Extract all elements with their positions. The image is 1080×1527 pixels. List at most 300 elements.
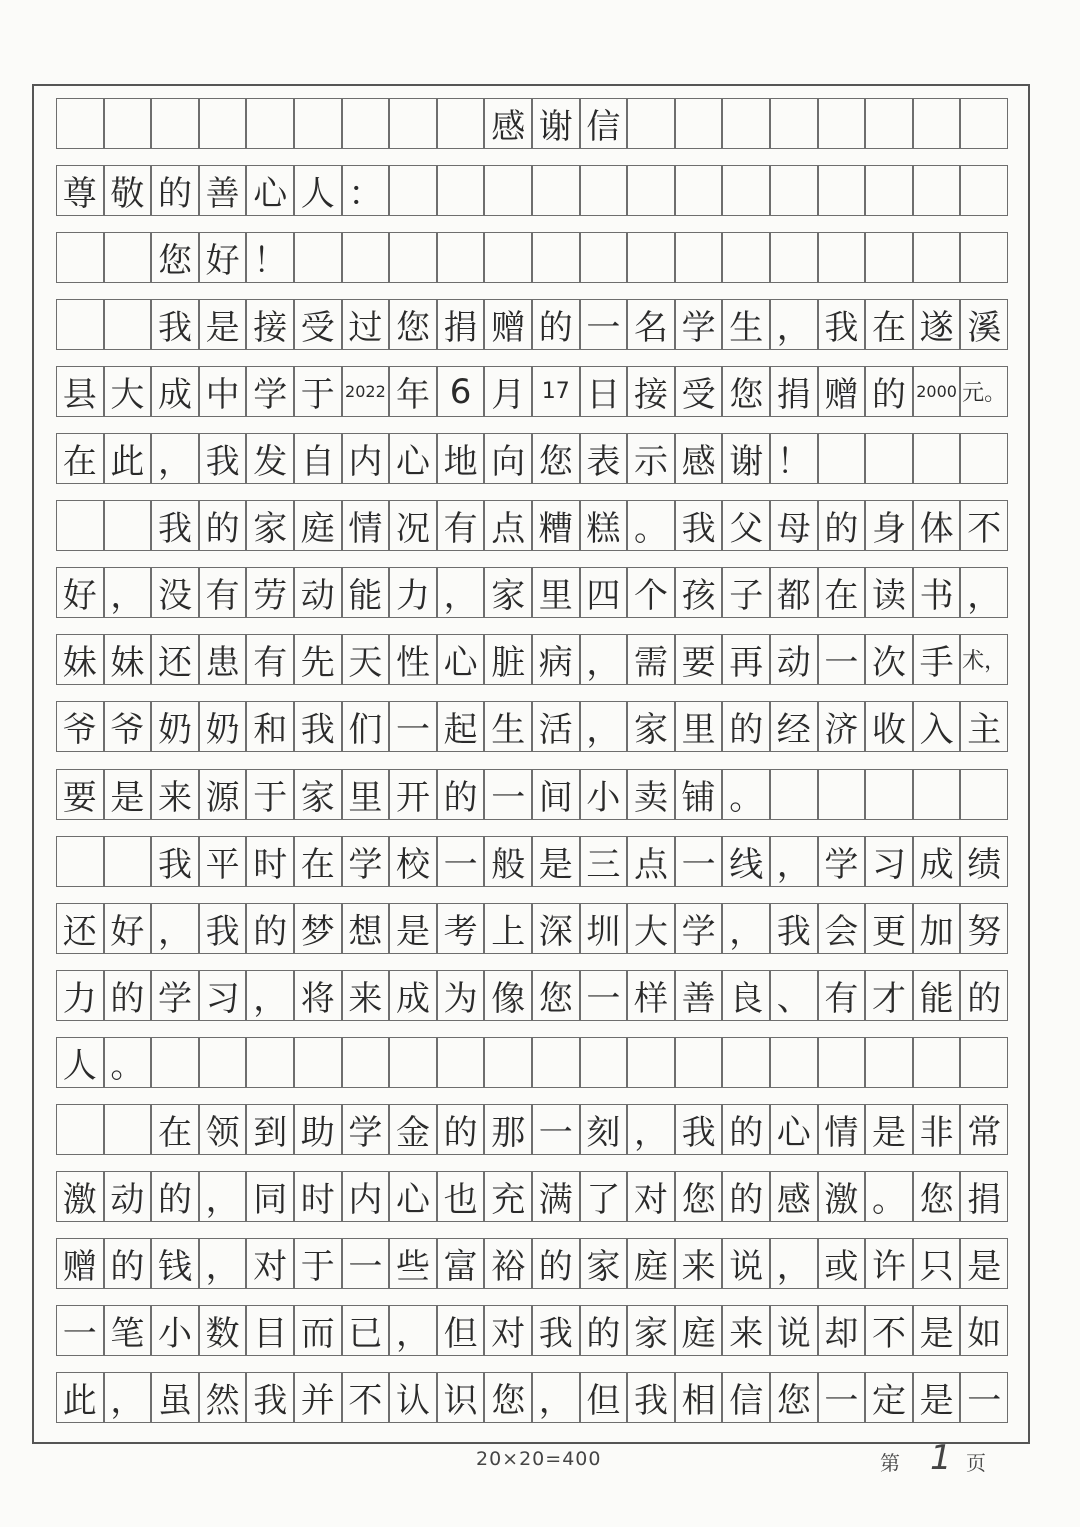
manuscript-grid: [56, 98, 1008, 1438]
grid-row: [56, 903, 1008, 954]
grid-cell: 个: [627, 567, 675, 618]
grid-cell: 刻: [580, 1104, 628, 1155]
grid-cell: 到: [246, 1104, 294, 1155]
grid-cell: 四: [580, 567, 628, 618]
grid-cell: [675, 98, 723, 149]
grid-cell: [104, 232, 152, 283]
grid-cell: [722, 165, 770, 216]
grid-cell: [818, 165, 866, 216]
grid-cell: 捐: [437, 299, 485, 350]
grid-cell: 示: [627, 433, 675, 484]
grid-cell: 心: [389, 433, 437, 484]
grid-cell: 良: [722, 970, 770, 1021]
grid-cell: 受: [675, 366, 723, 417]
grid-cell: 于: [294, 366, 342, 417]
grid-cell: 县: [56, 366, 104, 417]
grid-cell: ，: [104, 1372, 152, 1423]
grid-cell: [865, 433, 913, 484]
grid-cell: 受: [294, 299, 342, 350]
grid-cell: 母: [770, 500, 818, 551]
grid-cell: 助: [294, 1104, 342, 1155]
grid-cell: [960, 1037, 1008, 1088]
grid-cell: 。: [722, 769, 770, 820]
grid-cell: 钱: [151, 1238, 199, 1289]
grid-cell: 我: [199, 903, 247, 954]
grid-cell: 小: [151, 1305, 199, 1356]
grid-row: [56, 1104, 1008, 1155]
grid-cell: 起: [437, 701, 485, 752]
grid-cell: [913, 769, 961, 820]
grid-cell: [580, 1037, 628, 1088]
grid-cell: 成: [151, 366, 199, 417]
grid-cell: 习: [865, 836, 913, 887]
grid-cell: [913, 165, 961, 216]
grid-cell: 来: [675, 1238, 723, 1289]
grid-cell: 校: [389, 836, 437, 887]
grid-cell: ，: [532, 1372, 580, 1423]
grid-cell: 此: [104, 433, 152, 484]
grid-cell: 子: [722, 567, 770, 618]
grid-cell: 过: [342, 299, 390, 350]
grid-cell: 活: [532, 701, 580, 752]
grid-cell: 好: [56, 567, 104, 618]
grid-cell: 说: [722, 1238, 770, 1289]
grid-cell: 的: [580, 1305, 628, 1356]
grid-cell: 学: [675, 903, 723, 954]
grid-cell: 的: [722, 1104, 770, 1155]
grid-cell: 想: [342, 903, 390, 954]
grid-cell: 会: [818, 903, 866, 954]
grid-cell: 爷: [56, 701, 104, 752]
grid-cell: 的: [104, 1238, 152, 1289]
grid-cell: 学: [151, 970, 199, 1021]
grid-cell: 我: [770, 903, 818, 954]
grid-cell: [913, 1037, 961, 1088]
grid-cell: 天: [342, 634, 390, 685]
grid-cell: ，: [246, 970, 294, 1021]
grid-cell: 感: [484, 98, 532, 149]
grid-cell: ，: [580, 634, 628, 685]
grid-cell: 努: [960, 903, 1008, 954]
grid-cell: 那: [484, 1104, 532, 1155]
grid-row: [56, 1238, 1008, 1289]
grid-cell: 您: [675, 1171, 723, 1222]
grid-cell: 地: [437, 433, 485, 484]
grid-cell: 溪: [960, 299, 1008, 350]
grid-cell: [104, 1104, 152, 1155]
grid-cell: 如: [960, 1305, 1008, 1356]
grid-cell: [484, 1037, 532, 1088]
grid-cell: 一: [389, 701, 437, 752]
grid-cell: 日: [580, 366, 628, 417]
grid-cell: [722, 232, 770, 283]
grid-cell: 只: [913, 1238, 961, 1289]
grid-row: [56, 165, 1008, 216]
grid-cell: 父: [722, 500, 770, 551]
grid-cell: 再: [722, 634, 770, 685]
grid-cell: 内: [342, 433, 390, 484]
grid-cell: 目: [246, 1305, 294, 1356]
grid-row: [56, 1305, 1008, 1356]
grid-cell: [56, 1104, 104, 1155]
grid-cell: 的: [818, 500, 866, 551]
grid-cell: 手: [913, 634, 961, 685]
grid-cell: 心: [437, 634, 485, 685]
grid-cell: 学: [675, 299, 723, 350]
grid-cell: 况: [389, 500, 437, 551]
grid-cell: [770, 769, 818, 820]
grid-cell: [865, 232, 913, 283]
grid-cell: 有: [818, 970, 866, 1021]
grid-cell: 铺: [675, 769, 723, 820]
grid-cell: 是: [913, 1305, 961, 1356]
grid-cell: 内: [342, 1171, 390, 1222]
grid-cell: [294, 1037, 342, 1088]
grid-cell: 中: [199, 366, 247, 417]
grid-cell: [818, 769, 866, 820]
grid-cell: 卖: [627, 769, 675, 820]
grid-row: [56, 232, 1008, 283]
grid-cell: 为: [437, 970, 485, 1021]
grid-cell: [675, 165, 723, 216]
grid-cell: [960, 433, 1008, 484]
grid-cell: 患: [199, 634, 247, 685]
grid-cell: 接: [246, 299, 294, 350]
grid-cell: 来: [342, 970, 390, 1021]
grid-cell: 富: [437, 1238, 485, 1289]
grid-cell: 然: [199, 1372, 247, 1423]
grid-cell: 发: [246, 433, 294, 484]
grid-cell: 6: [437, 366, 485, 417]
grid-cell: 的: [437, 769, 485, 820]
grid-cell: 。: [627, 500, 675, 551]
grid-cell: ，: [104, 567, 152, 618]
grid-cell: [437, 165, 485, 216]
grid-cell: 大: [627, 903, 675, 954]
grid-cell: 好: [199, 232, 247, 283]
grid-cell: 您: [389, 299, 437, 350]
grid-cell: 像: [484, 970, 532, 1021]
grid-cell: [56, 232, 104, 283]
grid-cell: 名: [627, 299, 675, 350]
grid-cell: 的: [437, 1104, 485, 1155]
grid-cell: 家: [484, 567, 532, 618]
grid-row: [56, 1372, 1008, 1423]
grid-cell: 要: [56, 769, 104, 820]
grid-cell: 已: [342, 1305, 390, 1356]
grid-cell: 领: [199, 1104, 247, 1155]
grid-row: [56, 701, 1008, 752]
grid-cell: 笔: [104, 1305, 152, 1356]
grid-cell: 元。: [960, 366, 1008, 417]
grid-cell: 我: [532, 1305, 580, 1356]
grid-cell: [484, 165, 532, 216]
grid-cell: 在: [56, 433, 104, 484]
grid-cell: [56, 299, 104, 350]
grid-cell: [580, 165, 628, 216]
grid-cell: 一: [484, 769, 532, 820]
grid-cell: 里: [342, 769, 390, 820]
grid-cell: [818, 433, 866, 484]
grid-cell: [532, 232, 580, 283]
grid-cell: [104, 836, 152, 887]
grid-cell: 大: [104, 366, 152, 417]
grid-cell: ，: [389, 1305, 437, 1356]
grid-cell: 考: [437, 903, 485, 954]
grid-cell: 心: [246, 165, 294, 216]
grid-cell: 家: [627, 701, 675, 752]
grid-cell: 接: [627, 366, 675, 417]
grid-cell: 您: [151, 232, 199, 283]
grid-row: [56, 836, 1008, 887]
grid-cell: [246, 98, 294, 149]
grid-cell: 情: [342, 500, 390, 551]
grid-cell: 时: [294, 1171, 342, 1222]
grid-cell: 身: [865, 500, 913, 551]
grid-cell: 梦: [294, 903, 342, 954]
grid-cell: 信: [722, 1372, 770, 1423]
grid-cell: 我: [818, 299, 866, 350]
grid-cell: 成: [913, 836, 961, 887]
grid-cell: 习: [199, 970, 247, 1021]
grid-cell: 妹: [56, 634, 104, 685]
grid-cell: 能: [913, 970, 961, 1021]
grid-cell: 劳: [246, 567, 294, 618]
grid-cell: [199, 1037, 247, 1088]
grid-cell: [960, 98, 1008, 149]
grid-cell: [627, 1037, 675, 1088]
grid-cell: 我: [151, 836, 199, 887]
grid-cell: 识: [437, 1372, 485, 1423]
grid-cell: 学: [246, 366, 294, 417]
grid-cell: 对: [627, 1171, 675, 1222]
grid-cell: 有: [199, 567, 247, 618]
grid-cell: 学: [342, 836, 390, 887]
grid-cell: 感: [675, 433, 723, 484]
grid-cell: 生: [484, 701, 532, 752]
grid-cell: 金: [389, 1104, 437, 1155]
grid-cell: 还: [56, 903, 104, 954]
grid-cell: [960, 165, 1008, 216]
grid-cell: 里: [675, 701, 723, 752]
grid-cell: 一: [342, 1238, 390, 1289]
grid-cell: ，: [151, 903, 199, 954]
grid-row: [56, 970, 1008, 1021]
grid-cell: 加: [913, 903, 961, 954]
grid-cell: 充: [484, 1171, 532, 1222]
grid-cell: [865, 769, 913, 820]
grid-cell: 读: [865, 567, 913, 618]
grid-cell: [770, 1037, 818, 1088]
grid-row: [56, 366, 1008, 417]
grid-cell: 是: [913, 1372, 961, 1423]
grid-cell: 糟: [532, 500, 580, 551]
grid-cell: ，: [437, 567, 485, 618]
grid-cell: 一: [675, 836, 723, 887]
grid-cell: 心: [770, 1104, 818, 1155]
grid-cell: 一: [580, 970, 628, 1021]
grid-cell: ，: [722, 903, 770, 954]
grid-cell: 脏: [484, 634, 532, 685]
grid-cell: 的: [865, 366, 913, 417]
grid-cell: 家: [627, 1305, 675, 1356]
grid-cell: 是: [532, 836, 580, 887]
grid-cell: [913, 433, 961, 484]
grid-cell: 将: [294, 970, 342, 1021]
grid-cell: [627, 165, 675, 216]
grid-cell: 平: [199, 836, 247, 887]
grid-row: [56, 1171, 1008, 1222]
grid-cell: [770, 165, 818, 216]
grid-cell: 动: [104, 1171, 152, 1222]
grid-cell: 样: [627, 970, 675, 1021]
grid-cell: [913, 98, 961, 149]
grid-cell: 线: [722, 836, 770, 887]
grid-cell: ！: [770, 433, 818, 484]
grid-cell: 是: [104, 769, 152, 820]
grid-cell: [56, 836, 104, 887]
grid-cell: [675, 1037, 723, 1088]
grid-cell: 来: [151, 769, 199, 820]
grid-cell: 没: [151, 567, 199, 618]
grid-cell: 您: [532, 433, 580, 484]
grid-cell: 您: [722, 366, 770, 417]
grid-cell: ，: [580, 701, 628, 752]
grid-cell: [532, 165, 580, 216]
grid-cell: 我: [199, 433, 247, 484]
grid-cell: 些: [389, 1238, 437, 1289]
grid-cell: 次: [865, 634, 913, 685]
grid-cell: [818, 98, 866, 149]
grid-cell: 遂: [913, 299, 961, 350]
grid-cell: [437, 98, 485, 149]
grid-row: [56, 634, 1008, 685]
grid-cell: [722, 1037, 770, 1088]
grid-cell: 常: [960, 1104, 1008, 1155]
grid-cell: 善: [675, 970, 723, 1021]
grid-cell: 的: [151, 1171, 199, 1222]
grid-cell: 满: [532, 1171, 580, 1222]
grid-cell: 在: [294, 836, 342, 887]
grid-cell: 一: [818, 634, 866, 685]
grid-cell: ，: [770, 299, 818, 350]
grid-cell: [818, 232, 866, 283]
grid-cell: 您: [913, 1171, 961, 1222]
grid-cell: 点: [627, 836, 675, 887]
grid-cell: 绩: [960, 836, 1008, 887]
page-label-suffix: 页: [966, 1451, 986, 1475]
grid-cell: [342, 1037, 390, 1088]
grid-cell: [627, 232, 675, 283]
grid-cell: 我: [151, 500, 199, 551]
grid-cell: 善: [199, 165, 247, 216]
grid-cell: 小: [580, 769, 628, 820]
grid-cell: 我: [675, 1104, 723, 1155]
grid-cell: 我: [294, 701, 342, 752]
grid-cell: 并: [294, 1372, 342, 1423]
grid-cell: 我: [675, 500, 723, 551]
grid-cell: [151, 1037, 199, 1088]
grid-cell: 或: [818, 1238, 866, 1289]
grid-cell: 一: [532, 1104, 580, 1155]
grid-cell: 于: [294, 1238, 342, 1289]
grid-cell: 、: [770, 970, 818, 1021]
grid-cell: 捐: [960, 1171, 1008, 1222]
grid-cell: 点: [484, 500, 532, 551]
grid-cell: 认: [389, 1372, 437, 1423]
grid-cell: 的: [199, 500, 247, 551]
grid-cell: 捐: [770, 366, 818, 417]
grid-cell: 有: [246, 634, 294, 685]
grid-cell: [56, 98, 104, 149]
grid-cell: [627, 98, 675, 149]
grid-cell: [151, 98, 199, 149]
grid-cell: [818, 1037, 866, 1088]
grid-cell: 三: [580, 836, 628, 887]
grid-cell: 孩: [675, 567, 723, 618]
grid-cell: 般: [484, 836, 532, 887]
grid-cell: 要: [675, 634, 723, 685]
grid-cell: [199, 98, 247, 149]
grid-cell: 力: [389, 567, 437, 618]
grid-cell: [913, 232, 961, 283]
grid-cell: 数: [199, 1305, 247, 1356]
grid-cell: 此: [56, 1372, 104, 1423]
grid-row: [56, 98, 1008, 149]
grid-cell: 的: [151, 165, 199, 216]
grid-cell: 谢: [722, 433, 770, 484]
grid-cell: [675, 232, 723, 283]
grid-cell: 情: [818, 1104, 866, 1155]
grid-cell: [56, 500, 104, 551]
grid-cell: 一: [960, 1372, 1008, 1423]
grid-cell: 家: [294, 769, 342, 820]
grid-cell: 相: [675, 1372, 723, 1423]
grid-cell: 同: [246, 1171, 294, 1222]
grid-cell: 都: [770, 567, 818, 618]
grid-cell: 赠: [484, 299, 532, 350]
grid-cell: ，: [770, 1238, 818, 1289]
grid-cell: 成: [389, 970, 437, 1021]
grid-cell: 但: [580, 1372, 628, 1423]
grid-cell: 的: [246, 903, 294, 954]
page-number: 1: [930, 1438, 952, 1478]
grid-cell: 更: [865, 903, 913, 954]
grid-cell: ，: [199, 1171, 247, 1222]
grid-cell: 生: [722, 299, 770, 350]
grid-cell: 不: [342, 1372, 390, 1423]
grid-cell: [104, 98, 152, 149]
grid-cell: [580, 232, 628, 283]
grid-cell: 我: [627, 1372, 675, 1423]
grid-cell: 许: [865, 1238, 913, 1289]
grid-cell: 收: [865, 701, 913, 752]
grid-cell: [389, 98, 437, 149]
grid-cell: 17: [532, 366, 580, 417]
grid-cell: 妹: [104, 634, 152, 685]
grid-cell: 才: [865, 970, 913, 1021]
grid-cell: 动: [294, 567, 342, 618]
grid-cell: ，: [770, 836, 818, 887]
grid-cell: [389, 165, 437, 216]
grid-cell: 一: [56, 1305, 104, 1356]
grid-cell: 赠: [818, 366, 866, 417]
grid-cell: 心: [389, 1171, 437, 1222]
grid-cell: 时: [246, 836, 294, 887]
grid-cell: 深: [532, 903, 580, 954]
grid-cell: [104, 500, 152, 551]
grid-cell: 对: [484, 1305, 532, 1356]
